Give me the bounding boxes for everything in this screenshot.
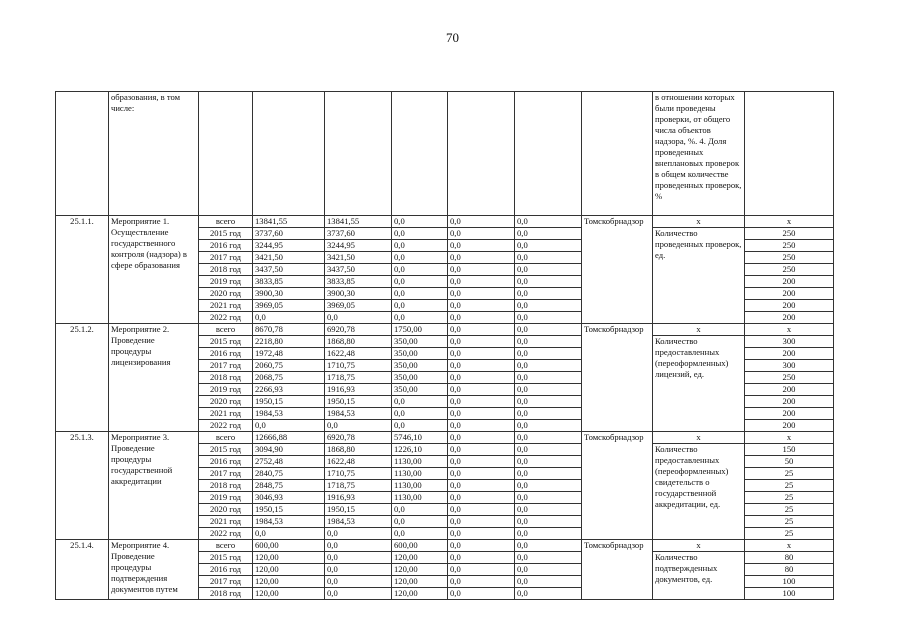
source-3-amount-cell: 0,0 xyxy=(448,420,515,432)
source-2-amount-cell: 350,00 xyxy=(392,372,448,384)
total-amount-cell: 3421,50 xyxy=(253,252,325,264)
continuation-indicator-cell: в отношении которых были проведены проверки, от общего числа объектов надзора, %. 4. Доля проведенных внеплановых проверок в общем количестве проведенных проверок, % xyxy=(653,92,745,216)
source-3-amount-cell: 0,0 xyxy=(448,576,515,588)
source-3-amount-cell: 0,0 xyxy=(448,228,515,240)
source-4-amount-cell: 0,0 xyxy=(515,384,582,396)
source-4-amount-cell: 0,0 xyxy=(515,240,582,252)
total-amount-cell: 600,00 xyxy=(253,540,325,552)
indicator-value-cell: 80 xyxy=(745,564,834,576)
year-cell: 2017 год xyxy=(199,360,253,372)
source-4-amount-cell: 0,0 xyxy=(515,408,582,420)
year-cell: 2021 год xyxy=(199,516,253,528)
year-cell: 2015 год xyxy=(199,228,253,240)
source-4-amount-cell: 0,0 xyxy=(515,564,582,576)
source-2-amount-cell: 120,00 xyxy=(392,564,448,576)
executor-cell: Томскобрнадзор xyxy=(582,216,653,324)
source-1-amount-cell: 1950,15 xyxy=(325,504,392,516)
source-2-amount-cell: 1226,10 xyxy=(392,444,448,456)
total-amount-cell: 2218,80 xyxy=(253,336,325,348)
total-amount-cell: 120,00 xyxy=(253,576,325,588)
total-amount-cell: 13841,55 xyxy=(253,216,325,228)
total-amount-cell: 3046,93 xyxy=(253,492,325,504)
source-1-amount-cell: 0,0 xyxy=(325,564,392,576)
source-4-amount-cell: 0,0 xyxy=(515,252,582,264)
indicator-value-cell: x xyxy=(745,540,834,552)
indicator-value-cell: 300 xyxy=(745,360,834,372)
source-4-amount-cell: 0,0 xyxy=(515,456,582,468)
source-2-amount-cell: 120,00 xyxy=(392,576,448,588)
indicator-value-cell: 25 xyxy=(745,480,834,492)
source-1-amount-cell: 0,0 xyxy=(325,312,392,324)
source-1-amount-cell: 1718,75 xyxy=(325,480,392,492)
source-4-amount-cell: 0,0 xyxy=(515,492,582,504)
source-2-amount-cell: 0,0 xyxy=(392,216,448,228)
year-cell: 2022 год xyxy=(199,528,253,540)
activity-number: 25.1.1. xyxy=(56,216,109,324)
source-4-amount-cell: 0,0 xyxy=(515,528,582,540)
source-4-amount-cell: 0,0 xyxy=(515,540,582,552)
source-1-amount-cell: 1710,75 xyxy=(325,360,392,372)
source-2-amount-cell: 1130,00 xyxy=(392,492,448,504)
total-amount-cell: 120,00 xyxy=(253,552,325,564)
source-1-amount-cell: 1984,53 xyxy=(325,516,392,528)
source-1-amount-cell: 3421,50 xyxy=(325,252,392,264)
source-1-amount-cell: 0,0 xyxy=(325,552,392,564)
activity-number: 25.1.3. xyxy=(56,432,109,540)
indicator-name-cell: Количество подтвержденных документов, ед. xyxy=(653,552,745,600)
year-cell: всего xyxy=(199,432,253,444)
table-row xyxy=(56,432,834,444)
source-4-amount-cell: 0,0 xyxy=(515,228,582,240)
source-3-amount-cell: 0,0 xyxy=(448,216,515,228)
indicator-value-cell: 25 xyxy=(745,516,834,528)
indicator-header-cell: x xyxy=(653,540,745,552)
total-amount-cell: 8670,78 xyxy=(253,324,325,336)
activity-number: 25.1.4. xyxy=(56,540,109,600)
source-4-amount-cell: 0,0 xyxy=(515,348,582,360)
source-2-amount-cell: 0,0 xyxy=(392,408,448,420)
executor-cell: Томскобрнадзор xyxy=(582,432,653,540)
source-4-amount-cell: 0,0 xyxy=(515,552,582,564)
year-cell: 2021 год xyxy=(199,408,253,420)
source-3-amount-cell: 0,0 xyxy=(448,480,515,492)
source-2-amount-cell: 1130,00 xyxy=(392,480,448,492)
source-4-amount-cell: 0,0 xyxy=(515,372,582,384)
source-1-amount-cell: 3737,60 xyxy=(325,228,392,240)
total-amount-cell: 2848,75 xyxy=(253,480,325,492)
indicator-value-cell: 50 xyxy=(745,456,834,468)
source-1-amount-cell: 0,0 xyxy=(325,528,392,540)
indicator-value-cell: 80 xyxy=(745,552,834,564)
source-1-amount-cell: 3969,05 xyxy=(325,300,392,312)
source-2-amount-cell: 0,0 xyxy=(392,300,448,312)
indicator-value-cell: 200 xyxy=(745,300,834,312)
total-amount-cell: 3737,60 xyxy=(253,228,325,240)
source-4-amount-cell: 0,0 xyxy=(515,216,582,228)
source-2-amount-cell: 0,0 xyxy=(392,264,448,276)
source-1-amount-cell: 1868,80 xyxy=(325,444,392,456)
source-4-amount-cell: 0,0 xyxy=(515,468,582,480)
source-2-amount-cell: 5746,10 xyxy=(392,432,448,444)
source-2-amount-cell: 0,0 xyxy=(392,252,448,264)
source-3-amount-cell: 0,0 xyxy=(448,276,515,288)
source-2-amount-cell: 0,0 xyxy=(392,240,448,252)
source-1-amount-cell: 1710,75 xyxy=(325,468,392,480)
indicator-value-cell: x xyxy=(745,324,834,336)
source-3-amount-cell: 0,0 xyxy=(448,588,515,600)
source-3-amount-cell: 0,0 xyxy=(448,312,515,324)
total-amount-cell: 1984,53 xyxy=(253,516,325,528)
indicator-value-cell: 250 xyxy=(745,228,834,240)
source-2-amount-cell: 0,0 xyxy=(392,504,448,516)
year-cell: 2019 год xyxy=(199,492,253,504)
year-cell: 2020 год xyxy=(199,504,253,516)
source-4-amount-cell: 0,0 xyxy=(515,480,582,492)
total-amount-cell: 1950,15 xyxy=(253,504,325,516)
indicator-value-cell: 200 xyxy=(745,312,834,324)
year-cell: 2019 год xyxy=(199,384,253,396)
source-2-amount-cell: 120,00 xyxy=(392,552,448,564)
source-3-amount-cell: 0,0 xyxy=(448,564,515,576)
total-amount-cell: 2266,93 xyxy=(253,384,325,396)
total-amount-cell: 3437,50 xyxy=(253,264,325,276)
indicator-name-cell: Количество проведенных проверок, ед. xyxy=(653,228,745,324)
indicator-header-cell: x xyxy=(653,432,745,444)
year-cell: 2019 год xyxy=(199,276,253,288)
total-amount-cell: 3900,30 xyxy=(253,288,325,300)
total-amount-cell: 1950,15 xyxy=(253,396,325,408)
source-4-amount-cell: 0,0 xyxy=(515,264,582,276)
table-row-continuation xyxy=(56,92,834,216)
source-2-amount-cell: 0,0 xyxy=(392,396,448,408)
source-1-amount-cell: 1622,48 xyxy=(325,456,392,468)
source-2-amount-cell: 350,00 xyxy=(392,336,448,348)
source-2-amount-cell: 0,0 xyxy=(392,312,448,324)
year-cell: 2022 год xyxy=(199,312,253,324)
source-4-amount-cell: 0,0 xyxy=(515,576,582,588)
source-3-amount-cell: 0,0 xyxy=(448,468,515,480)
source-3-amount-cell: 0,0 xyxy=(448,240,515,252)
source-4-amount-cell: 0,0 xyxy=(515,420,582,432)
source-2-amount-cell: 350,00 xyxy=(392,348,448,360)
source-3-amount-cell: 0,0 xyxy=(448,372,515,384)
source-3-amount-cell: 0,0 xyxy=(448,300,515,312)
year-cell: 2015 год xyxy=(199,552,253,564)
source-4-amount-cell: 0,0 xyxy=(515,336,582,348)
indicator-value-cell: 200 xyxy=(745,396,834,408)
total-amount-cell: 2068,75 xyxy=(253,372,325,384)
indicator-value-cell: 200 xyxy=(745,408,834,420)
source-1-amount-cell: 1984,53 xyxy=(325,408,392,420)
total-amount-cell: 12666,88 xyxy=(253,432,325,444)
source-3-amount-cell: 0,0 xyxy=(448,444,515,456)
source-3-amount-cell: 0,0 xyxy=(448,408,515,420)
source-3-amount-cell: 0,0 xyxy=(448,336,515,348)
source-1-amount-cell: 3244,95 xyxy=(325,240,392,252)
total-amount-cell: 120,00 xyxy=(253,564,325,576)
total-amount-cell: 2060,75 xyxy=(253,360,325,372)
total-amount-cell: 3833,85 xyxy=(253,276,325,288)
total-amount-cell: 120,00 xyxy=(253,588,325,600)
source-3-amount-cell: 0,0 xyxy=(448,384,515,396)
source-2-amount-cell: 350,00 xyxy=(392,384,448,396)
source-3-amount-cell: 0,0 xyxy=(448,252,515,264)
source-3-amount-cell: 0,0 xyxy=(448,504,515,516)
page-number: 70 xyxy=(446,30,459,45)
source-3-amount-cell: 0,0 xyxy=(448,552,515,564)
source-1-amount-cell: 3437,50 xyxy=(325,264,392,276)
indicator-value-cell: 100 xyxy=(745,576,834,588)
year-cell: 2015 год xyxy=(199,336,253,348)
year-cell: 2016 год xyxy=(199,564,253,576)
table-row xyxy=(56,540,834,552)
indicator-value-cell: 250 xyxy=(745,372,834,384)
table-row xyxy=(56,216,834,228)
source-1-amount-cell: 3900,30 xyxy=(325,288,392,300)
source-4-amount-cell: 0,0 xyxy=(515,360,582,372)
source-3-amount-cell: 0,0 xyxy=(448,264,515,276)
activity-name: Мероприятие 4. Проведение процедуры подтверждения документов путем xyxy=(109,540,199,600)
source-2-amount-cell: 0,0 xyxy=(392,228,448,240)
indicator-value-cell: x xyxy=(745,216,834,228)
total-amount-cell: 1984,53 xyxy=(253,408,325,420)
source-1-amount-cell: 0,0 xyxy=(325,420,392,432)
source-3-amount-cell: 0,0 xyxy=(448,288,515,300)
indicator-value-cell: 200 xyxy=(745,348,834,360)
source-4-amount-cell: 0,0 xyxy=(515,516,582,528)
source-3-amount-cell: 0,0 xyxy=(448,432,515,444)
year-cell: всего xyxy=(199,540,253,552)
source-3-amount-cell: 0,0 xyxy=(448,396,515,408)
source-4-amount-cell: 0,0 xyxy=(515,276,582,288)
total-amount-cell: 3094,90 xyxy=(253,444,325,456)
year-cell: 2016 год xyxy=(199,348,253,360)
source-2-amount-cell: 1750,00 xyxy=(392,324,448,336)
total-amount-cell: 1972,48 xyxy=(253,348,325,360)
source-1-amount-cell: 1868,80 xyxy=(325,336,392,348)
source-4-amount-cell: 0,0 xyxy=(515,432,582,444)
indicator-value-cell: 250 xyxy=(745,252,834,264)
source-2-amount-cell: 0,0 xyxy=(392,420,448,432)
year-cell: 2016 год xyxy=(199,240,253,252)
indicator-value-cell: 200 xyxy=(745,384,834,396)
indicator-header-cell: x xyxy=(653,324,745,336)
year-cell: 2018 год xyxy=(199,264,253,276)
year-cell: 2018 год xyxy=(199,372,253,384)
source-1-amount-cell: 0,0 xyxy=(325,588,392,600)
source-4-amount-cell: 0,0 xyxy=(515,588,582,600)
year-cell: 2020 год xyxy=(199,288,253,300)
total-amount-cell: 0,0 xyxy=(253,420,325,432)
source-4-amount-cell: 0,0 xyxy=(515,300,582,312)
program-activities-table xyxy=(55,91,834,600)
indicator-value-cell: 25 xyxy=(745,492,834,504)
source-1-amount-cell: 0,0 xyxy=(325,540,392,552)
activity-name: Мероприятие 2. Проведение процедуры лицензирования xyxy=(109,324,199,432)
indicator-value-cell: 200 xyxy=(745,288,834,300)
continuation-name-cell: образования, в том числе: xyxy=(109,92,199,216)
year-cell: 2016 год xyxy=(199,456,253,468)
year-cell: 2018 год xyxy=(199,480,253,492)
indicator-name-cell: Количество предоставленных (переоформленных) свидетельств о государственной аккредитации, ед. xyxy=(653,444,745,540)
total-amount-cell: 2752,48 xyxy=(253,456,325,468)
source-2-amount-cell: 1130,00 xyxy=(392,456,448,468)
total-amount-cell: 3969,05 xyxy=(253,300,325,312)
source-2-amount-cell: 0,0 xyxy=(392,288,448,300)
source-2-amount-cell: 120,00 xyxy=(392,588,448,600)
total-amount-cell: 0,0 xyxy=(253,528,325,540)
source-2-amount-cell: 350,00 xyxy=(392,360,448,372)
source-1-amount-cell: 1622,48 xyxy=(325,348,392,360)
source-2-amount-cell: 1130,00 xyxy=(392,468,448,480)
activity-name: Мероприятие 3. Проведение процедуры государственной аккредитации xyxy=(109,432,199,540)
year-cell: 2017 год xyxy=(199,576,253,588)
source-1-amount-cell: 6920,78 xyxy=(325,324,392,336)
table-row xyxy=(56,324,834,336)
indicator-value-cell: 200 xyxy=(745,420,834,432)
source-1-amount-cell: 1916,93 xyxy=(325,492,392,504)
indicator-value-cell: x xyxy=(745,432,834,444)
year-cell: 2015 год xyxy=(199,444,253,456)
source-2-amount-cell: 600,00 xyxy=(392,540,448,552)
year-cell: 2021 год xyxy=(199,300,253,312)
source-1-amount-cell: 13841,55 xyxy=(325,216,392,228)
year-cell: 2017 год xyxy=(199,468,253,480)
indicator-value-cell: 200 xyxy=(745,276,834,288)
year-cell: 2017 год xyxy=(199,252,253,264)
source-4-amount-cell: 0,0 xyxy=(515,288,582,300)
source-1-amount-cell: 3833,85 xyxy=(325,276,392,288)
indicator-value-cell: 100 xyxy=(745,588,834,600)
indicator-value-cell: 25 xyxy=(745,468,834,480)
source-1-amount-cell: 0,0 xyxy=(325,576,392,588)
source-3-amount-cell: 0,0 xyxy=(448,360,515,372)
source-2-amount-cell: 0,0 xyxy=(392,516,448,528)
source-3-amount-cell: 0,0 xyxy=(448,324,515,336)
source-1-amount-cell: 1950,15 xyxy=(325,396,392,408)
total-amount-cell: 3244,95 xyxy=(253,240,325,252)
source-2-amount-cell: 0,0 xyxy=(392,528,448,540)
indicator-value-cell: 25 xyxy=(745,528,834,540)
indicator-value-cell: 250 xyxy=(745,240,834,252)
source-4-amount-cell: 0,0 xyxy=(515,324,582,336)
year-cell: 2018 год xyxy=(199,588,253,600)
total-amount-cell: 2840,75 xyxy=(253,468,325,480)
source-3-amount-cell: 0,0 xyxy=(448,456,515,468)
source-3-amount-cell: 0,0 xyxy=(448,528,515,540)
indicator-value-cell: 150 xyxy=(745,444,834,456)
executor-cell: Томскобрнадзор xyxy=(582,324,653,432)
indicator-name-cell: Количество предоставленных (переоформленных) лицензий, ед. xyxy=(653,336,745,432)
total-amount-cell: 0,0 xyxy=(253,312,325,324)
indicator-value-cell: 300 xyxy=(745,336,834,348)
executor-cell: Томскобрнадзор xyxy=(582,540,653,600)
source-4-amount-cell: 0,0 xyxy=(515,312,582,324)
source-4-amount-cell: 0,0 xyxy=(515,504,582,516)
source-3-amount-cell: 0,0 xyxy=(448,348,515,360)
source-4-amount-cell: 0,0 xyxy=(515,396,582,408)
source-1-amount-cell: 6920,78 xyxy=(325,432,392,444)
source-1-amount-cell: 1718,75 xyxy=(325,372,392,384)
source-4-amount-cell: 0,0 xyxy=(515,444,582,456)
source-2-amount-cell: 0,0 xyxy=(392,276,448,288)
source-3-amount-cell: 0,0 xyxy=(448,516,515,528)
indicator-header-cell: x xyxy=(653,216,745,228)
year-cell: всего xyxy=(199,216,253,228)
year-cell: 2022 год xyxy=(199,420,253,432)
source-1-amount-cell: 1916,93 xyxy=(325,384,392,396)
activity-name: Мероприятие 1. Осуществление государственного контроля (надзора) в сфере образования xyxy=(109,216,199,324)
indicator-value-cell: 250 xyxy=(745,264,834,276)
year-cell: всего xyxy=(199,324,253,336)
activity-number: 25.1.2. xyxy=(56,324,109,432)
year-cell: 2020 год xyxy=(199,396,253,408)
source-3-amount-cell: 0,0 xyxy=(448,492,515,504)
indicator-value-cell: 25 xyxy=(745,504,834,516)
source-3-amount-cell: 0,0 xyxy=(448,540,515,552)
